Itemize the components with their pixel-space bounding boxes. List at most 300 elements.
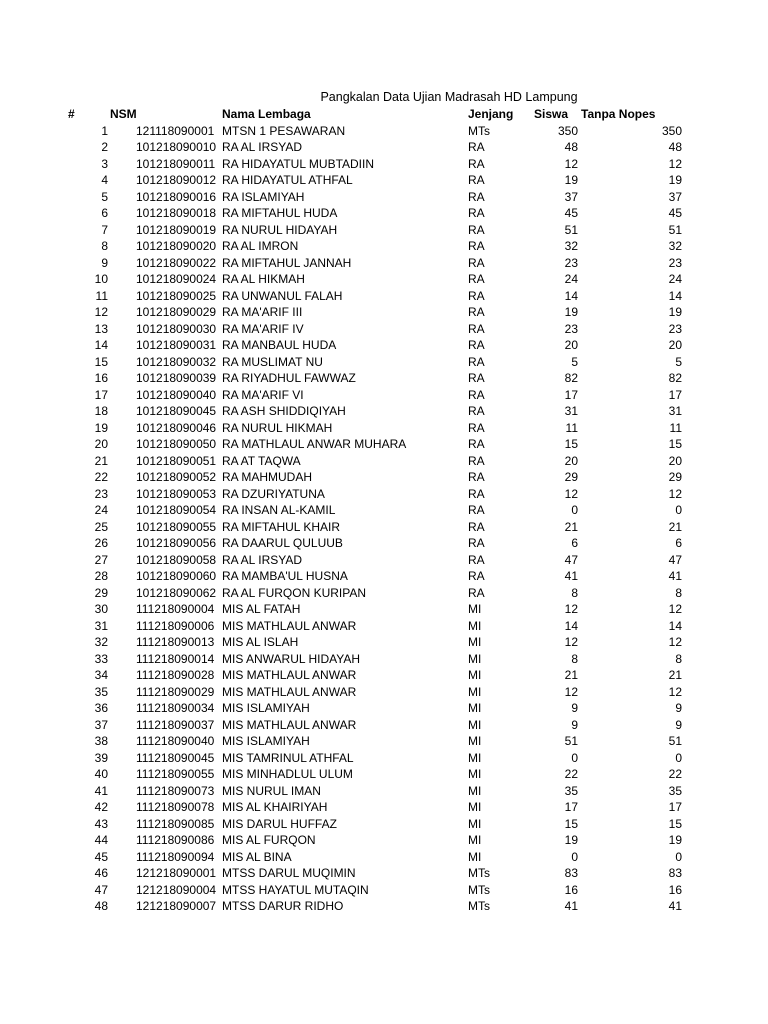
tanpa-nopes-cell: 35 — [668, 783, 682, 798]
nama-lembaga-cell: MIS ISLAMIYAH — [222, 734, 310, 748]
jenjang-cell: MI — [468, 849, 482, 864]
tanpa-nopes-cell: 8 — [675, 651, 682, 666]
table-row — [0, 288, 768, 305]
table-row — [0, 370, 768, 387]
jenjang-cell: RA — [468, 371, 485, 385]
nsm-cell: 101218090056 — [136, 536, 217, 550]
jenjang-cell: MI — [468, 684, 482, 699]
nama-lembaga-cell: RA MUSLIMAT NU — [222, 354, 323, 369]
tanpa-nopes-cell: 8 — [675, 585, 682, 600]
siswa-cell: 21 — [564, 668, 578, 682]
table-row — [0, 766, 768, 783]
row-number: 36 — [94, 701, 108, 715]
table-row — [0, 898, 768, 915]
siswa-cell: 15 — [564, 816, 578, 831]
siswa-cell: 22 — [564, 767, 578, 781]
row-number: 19 — [94, 420, 108, 435]
nsm-cell: 101218090051 — [136, 453, 217, 468]
table-row — [0, 832, 768, 849]
row-number: 5 — [101, 189, 108, 204]
data-table — [0, 106, 768, 915]
table-row — [0, 486, 768, 503]
nama-lembaga-cell: MIS AL FURQON — [222, 833, 316, 847]
nama-lembaga-cell: MTSS HAYATUL MUTAQIN — [222, 882, 369, 897]
tanpa-nopes-cell: 37 — [668, 189, 682, 204]
nsm-cell: 121118090001 — [136, 123, 215, 138]
nama-lembaga-cell: MIS AL BINA — [222, 849, 292, 864]
table-row — [0, 354, 768, 371]
nama-lembaga-cell: RA AL IMRON — [222, 239, 299, 253]
nama-lembaga-cell: RA AL HIKMAH — [222, 272, 305, 286]
jenjang-cell: MI — [468, 651, 482, 666]
jenjang-cell: MI — [468, 701, 482, 715]
tanpa-nopes-cell: 83 — [668, 866, 682, 880]
row-number: 48 — [94, 899, 108, 913]
jenjang-cell: RA — [468, 470, 485, 484]
tanpa-nopes-cell: 14 — [668, 618, 682, 633]
table-row — [0, 849, 768, 866]
header-tanpa-nopes: Tanpa Nopes — [581, 107, 656, 121]
siswa-cell: 17 — [564, 800, 578, 814]
jenjang-cell: RA — [468, 552, 485, 567]
nama-lembaga-cell: RA MIFTAHUL HUDA — [222, 206, 338, 220]
jenjang-cell: MI — [468, 734, 482, 748]
nsm-cell: 101218090011 — [136, 156, 216, 171]
nsm-cell: 101218090053 — [136, 486, 217, 501]
row-number: 38 — [94, 734, 108, 748]
row-number: 37 — [94, 717, 108, 732]
table-row — [0, 717, 768, 734]
nsm-cell: 101218090012 — [136, 173, 217, 187]
nama-lembaga-cell: RA MIFTAHUL KHAIR — [222, 519, 341, 534]
nsm-cell: 111218090006 — [136, 618, 215, 633]
row-number: 14 — [94, 338, 108, 352]
nama-lembaga-cell: RA NURUL HIDAYAH — [222, 222, 338, 237]
jenjang-cell: RA — [468, 222, 485, 237]
nama-lembaga-cell: RA MATHLAUL ANWAR MUHARA — [222, 437, 407, 451]
nama-lembaga-cell: RA MA'ARIF VI — [222, 387, 304, 402]
table-row — [0, 255, 768, 272]
row-number: 3 — [101, 156, 108, 171]
nsm-cell: 101218090055 — [136, 519, 217, 534]
table-row — [0, 585, 768, 602]
nsm-cell: 111218090073 — [136, 783, 215, 798]
table-row — [0, 189, 768, 206]
nama-lembaga-cell: RA MA'ARIF IV — [222, 321, 304, 336]
siswa-cell: 12 — [564, 486, 578, 501]
tanpa-nopes-cell: 9 — [675, 701, 682, 715]
nama-lembaga-cell: MIS ANWARUL HIDAYAH — [222, 651, 361, 666]
header-nsm: NSM — [110, 107, 137, 121]
nama-lembaga-cell: MTSN 1 PESAWARAN — [222, 123, 346, 138]
nama-lembaga-cell: RA NURUL HIKMAH — [222, 420, 333, 435]
row-number: 7 — [101, 222, 108, 237]
tanpa-nopes-cell: 19 — [668, 305, 682, 319]
table-row — [0, 667, 768, 684]
nama-lembaga-cell: RA HIDAYATUL MUBTADIIN — [222, 156, 375, 171]
siswa-cell: 29 — [564, 470, 578, 484]
table-row — [0, 634, 768, 651]
tanpa-nopes-cell: 16 — [668, 882, 682, 897]
siswa-cell: 82 — [564, 371, 578, 385]
siswa-cell: 24 — [564, 272, 578, 286]
siswa-cell: 41 — [564, 899, 578, 913]
nsm-cell: 121218090001 — [136, 866, 217, 880]
row-number: 33 — [94, 651, 108, 666]
table-row — [0, 700, 768, 717]
nsm-cell: 101218090050 — [136, 437, 217, 451]
row-number: 17 — [94, 387, 108, 402]
row-number: 42 — [94, 800, 108, 814]
siswa-cell: 15 — [564, 437, 578, 451]
nsm-cell: 101218090025 — [136, 288, 217, 303]
siswa-cell: 47 — [564, 552, 578, 567]
nsm-cell: 111218090085 — [136, 816, 215, 831]
tanpa-nopes-cell: 17 — [668, 800, 682, 814]
row-number: 40 — [94, 767, 108, 781]
nama-lembaga-cell: MTSS DARUL MUQIMIN — [222, 866, 356, 880]
siswa-cell: 6 — [571, 536, 578, 550]
nsm-cell: 111218090045 — [136, 750, 215, 765]
table-row — [0, 222, 768, 239]
nama-lembaga-cell: MIS MATHLAUL ANWAR — [222, 618, 357, 633]
jenjang-cell: MI — [468, 717, 482, 732]
tanpa-nopes-cell: 12 — [668, 486, 682, 501]
nsm-cell: 101218090019 — [136, 222, 217, 237]
table-row — [0, 436, 768, 453]
nsm-cell: 111218090029 — [136, 684, 215, 699]
row-number: 35 — [94, 684, 108, 699]
row-number: 32 — [94, 635, 108, 649]
row-number: 27 — [94, 552, 108, 567]
row-number: 24 — [94, 503, 108, 517]
siswa-cell: 12 — [564, 635, 578, 649]
row-number: 26 — [94, 536, 108, 550]
siswa-cell: 12 — [564, 602, 578, 616]
jenjang-cell: RA — [468, 420, 485, 435]
table-row — [0, 502, 768, 519]
table-row — [0, 271, 768, 288]
tanpa-nopes-cell: 51 — [668, 222, 682, 237]
nsm-cell: 101218090032 — [136, 354, 217, 369]
table-row — [0, 403, 768, 420]
jenjang-cell: RA — [468, 569, 485, 583]
siswa-cell: 37 — [564, 189, 578, 204]
tanpa-nopes-cell: 23 — [668, 321, 682, 336]
row-number: 11 — [95, 288, 108, 303]
nsm-cell: 101218090060 — [136, 569, 217, 583]
row-number: 29 — [94, 585, 108, 600]
tanpa-nopes-cell: 0 — [675, 503, 682, 517]
nama-lembaga-cell: MTSS DARUR RIDHO — [222, 899, 344, 913]
jenjang-cell: RA — [468, 255, 485, 270]
row-number: 6 — [101, 206, 108, 220]
tanpa-nopes-cell: 19 — [668, 173, 682, 187]
header-no: # — [68, 107, 75, 121]
row-number: 16 — [94, 371, 108, 385]
siswa-cell: 12 — [564, 156, 578, 171]
nsm-cell: 101218090058 — [136, 552, 217, 567]
nsm-cell: 101218090030 — [136, 321, 217, 336]
tanpa-nopes-cell: 12 — [668, 602, 682, 616]
row-number: 20 — [94, 437, 108, 451]
siswa-cell: 35 — [564, 783, 578, 798]
nsm-cell: 101218090020 — [136, 239, 217, 253]
nsm-cell: 101218090029 — [136, 305, 217, 319]
tanpa-nopes-cell: 15 — [668, 437, 682, 451]
nama-lembaga-cell: RA MA'ARIF III — [222, 305, 303, 319]
siswa-cell: 8 — [571, 651, 578, 666]
table-row — [0, 205, 768, 222]
jenjang-cell: RA — [468, 173, 485, 187]
row-number: 21 — [94, 453, 108, 468]
siswa-cell: 23 — [564, 321, 578, 336]
table-row — [0, 337, 768, 354]
nama-lembaga-cell: MIS NURUL IMAN — [222, 783, 321, 798]
row-number: 2 — [101, 140, 108, 154]
jenjang-cell: MI — [468, 635, 482, 649]
nsm-cell: 101218090024 — [136, 272, 217, 286]
table-row — [0, 172, 768, 189]
row-number: 15 — [94, 354, 108, 369]
tanpa-nopes-cell: 11 — [669, 420, 682, 435]
tanpa-nopes-cell: 21 — [668, 519, 682, 534]
jenjang-cell: RA — [468, 239, 485, 253]
nsm-cell: 121218090007 — [136, 899, 217, 913]
tanpa-nopes-cell: 9 — [675, 717, 682, 732]
nama-lembaga-cell: RA MANBAUL HUDA — [222, 338, 337, 352]
table-row — [0, 139, 768, 156]
row-number: 46 — [94, 866, 108, 880]
tanpa-nopes-cell: 31 — [668, 404, 682, 418]
nama-lembaga-cell: MIS ISLAMIYAH — [222, 701, 310, 715]
tanpa-nopes-cell: 45 — [668, 206, 682, 220]
row-number: 4 — [101, 173, 108, 187]
table-row — [0, 816, 768, 833]
nsm-cell: 111218090094 — [136, 849, 215, 864]
siswa-cell: 23 — [564, 255, 578, 270]
nsm-cell: 101218090022 — [136, 255, 217, 270]
nsm-cell: 101218090031 — [136, 338, 217, 352]
tanpa-nopes-cell: 350 — [661, 123, 682, 138]
siswa-cell: 12 — [564, 684, 578, 699]
table-row — [0, 453, 768, 470]
siswa-cell: 17 — [564, 387, 578, 402]
tanpa-nopes-cell: 48 — [668, 140, 682, 154]
tanpa-nopes-cell: 20 — [668, 453, 682, 468]
nama-lembaga-cell: RA AL IRSYAD — [222, 552, 303, 567]
nama-lembaga-cell: MIS AL ISLAH — [222, 635, 299, 649]
nama-lembaga-cell: RA MAMBA'UL HUSNA — [222, 569, 348, 583]
header-siswa: Siswa — [534, 107, 569, 121]
row-number: 8 — [101, 239, 108, 253]
siswa-cell: 350 — [557, 123, 578, 138]
row-number: 41 — [94, 783, 108, 798]
tanpa-nopes-cell: 29 — [668, 470, 682, 484]
table-row — [0, 882, 768, 899]
nama-lembaga-cell: MIS AL FATAH — [222, 602, 301, 616]
siswa-cell: 8 — [571, 585, 578, 600]
row-number: 43 — [94, 816, 108, 831]
nsm-cell: 101218090062 — [136, 585, 217, 600]
siswa-cell: 14 — [564, 618, 578, 633]
row-number: 23 — [94, 486, 108, 501]
nsm-cell: 101218090046 — [136, 420, 217, 435]
nsm-cell: 101218090018 — [136, 206, 217, 220]
jenjang-cell: RA — [468, 288, 485, 303]
siswa-cell: 0 — [571, 849, 578, 864]
nsm-cell: 101218090039 — [136, 371, 217, 385]
nsm-cell: 111218090086 — [136, 833, 215, 847]
table-row — [0, 552, 768, 569]
jenjang-cell: MI — [468, 618, 482, 633]
nsm-cell: 111218090055 — [136, 767, 215, 781]
jenjang-cell: MTs — [468, 882, 490, 897]
jenjang-cell: MI — [468, 602, 482, 616]
table-row — [0, 535, 768, 552]
nama-lembaga-cell: RA MIFTAHUL JANNAH — [222, 255, 352, 270]
siswa-cell: 14 — [564, 288, 578, 303]
siswa-cell: 32 — [564, 239, 578, 253]
siswa-cell: 51 — [564, 734, 578, 748]
siswa-cell: 20 — [564, 338, 578, 352]
tanpa-nopes-cell: 19 — [668, 833, 682, 847]
tanpa-nopes-cell: 41 — [668, 899, 682, 913]
row-number: 45 — [94, 849, 108, 864]
jenjang-cell: RA — [468, 189, 485, 204]
nsm-cell: 101218090016 — [136, 189, 217, 204]
siswa-cell: 19 — [564, 305, 578, 319]
nsm-cell: 101218090045 — [136, 404, 217, 418]
nama-lembaga-cell: RA AL FURQON KURIPAN — [222, 585, 367, 600]
tanpa-nopes-cell: 22 — [668, 767, 682, 781]
tanpa-nopes-cell: 20 — [668, 338, 682, 352]
table-row — [0, 684, 768, 701]
row-number: 1 — [101, 123, 108, 138]
tanpa-nopes-cell: 12 — [668, 635, 682, 649]
siswa-cell: 51 — [564, 222, 578, 237]
table-row — [0, 156, 768, 173]
jenjang-cell: RA — [468, 140, 485, 154]
table-body — [0, 123, 768, 915]
tanpa-nopes-cell: 0 — [675, 750, 682, 765]
siswa-cell: 9 — [571, 701, 578, 715]
nama-lembaga-cell: RA INSAN AL-KAMIL — [222, 503, 336, 517]
nama-lembaga-cell: RA MAHMUDAH — [222, 470, 313, 484]
siswa-cell: 45 — [564, 206, 578, 220]
row-number: 47 — [94, 882, 108, 897]
jenjang-cell: MI — [468, 816, 482, 831]
nama-lembaga-cell: MIS MATHLAUL ANWAR — [222, 668, 357, 682]
jenjang-cell: MTs — [468, 899, 490, 913]
nama-lembaga-cell: RA AL IRSYAD — [222, 140, 303, 154]
siswa-cell: 19 — [564, 173, 578, 187]
jenjang-cell: MI — [468, 783, 482, 798]
table-row — [0, 321, 768, 338]
nama-lembaga-cell: MIS MINHADLUL ULUM — [222, 767, 353, 781]
siswa-cell: 20 — [564, 453, 578, 468]
tanpa-nopes-cell: 21 — [668, 668, 682, 682]
tanpa-nopes-cell: 6 — [675, 536, 682, 550]
table-row — [0, 387, 768, 404]
tanpa-nopes-cell: 47 — [668, 552, 682, 567]
tanpa-nopes-cell: 12 — [668, 156, 682, 171]
siswa-cell: 41 — [564, 569, 578, 583]
jenjang-cell: RA — [468, 536, 485, 550]
jenjang-cell: RA — [468, 453, 485, 468]
table-row — [0, 750, 768, 767]
nsm-cell: 101218090040 — [136, 387, 217, 402]
jenjang-cell: MI — [468, 668, 482, 682]
nama-lembaga-cell: RA AT TAQWA — [222, 453, 301, 468]
siswa-cell: 11 — [565, 420, 578, 435]
jenjang-cell: RA — [468, 338, 485, 352]
table-row — [0, 733, 768, 750]
row-number: 28 — [94, 569, 108, 583]
table-row — [0, 783, 768, 800]
nsm-cell: 111218090013 — [136, 635, 215, 649]
siswa-cell: 0 — [571, 503, 578, 517]
nsm-cell: 111218090014 — [136, 651, 215, 666]
jenjang-cell: RA — [468, 272, 485, 286]
nama-lembaga-cell: RA DZURIYATUNA — [222, 486, 325, 501]
jenjang-cell: MTs — [468, 123, 490, 138]
nama-lembaga-cell: MIS MATHLAUL ANWAR — [222, 684, 357, 699]
table-header-row — [0, 106, 768, 123]
nsm-cell: 111218090028 — [136, 668, 215, 682]
nama-lembaga-cell: MIS DARUL HUFFAZ — [222, 816, 337, 831]
nama-lembaga-cell: RA UNWANUL FALAH — [222, 288, 343, 303]
row-number: 22 — [94, 470, 108, 484]
row-number: 9 — [101, 255, 108, 270]
table-row — [0, 420, 768, 437]
nsm-cell: 101218090010 — [136, 140, 217, 154]
tanpa-nopes-cell: 51 — [668, 734, 682, 748]
siswa-cell: 5 — [571, 354, 578, 369]
table-row — [0, 568, 768, 585]
tanpa-nopes-cell: 12 — [668, 684, 682, 699]
nsm-cell: 101218090054 — [136, 503, 217, 517]
table-row — [0, 618, 768, 635]
nama-lembaga-cell: MIS MATHLAUL ANWAR — [222, 717, 357, 732]
table-row — [0, 799, 768, 816]
siswa-cell: 48 — [564, 140, 578, 154]
tanpa-nopes-cell: 15 — [668, 816, 682, 831]
nama-lembaga-cell: RA RIYADHUL FAWWAZ — [222, 371, 356, 385]
tanpa-nopes-cell: 24 — [668, 272, 682, 286]
jenjang-cell: RA — [468, 404, 485, 418]
row-number: 44 — [94, 833, 108, 847]
table-row — [0, 304, 768, 321]
header-jenjang: Jenjang — [468, 107, 514, 121]
table-row — [0, 123, 768, 140]
jenjang-cell: RA — [468, 206, 485, 220]
header-nama-lembaga: Nama Lembaga — [222, 107, 311, 121]
jenjang-cell: RA — [468, 305, 485, 319]
jenjang-cell: RA — [468, 437, 485, 451]
siswa-cell: 16 — [564, 882, 578, 897]
nsm-cell: 101218090052 — [136, 470, 217, 484]
nama-lembaga-cell: RA ASH SHIDDIQIYAH — [222, 404, 346, 418]
row-number: 25 — [94, 519, 108, 534]
table-row — [0, 865, 768, 882]
row-number: 39 — [94, 750, 108, 765]
row-number: 18 — [94, 404, 108, 418]
table-row — [0, 238, 768, 255]
jenjang-cell: MI — [468, 767, 482, 781]
jenjang-cell: RA — [468, 354, 485, 369]
row-number: 30 — [94, 602, 108, 616]
